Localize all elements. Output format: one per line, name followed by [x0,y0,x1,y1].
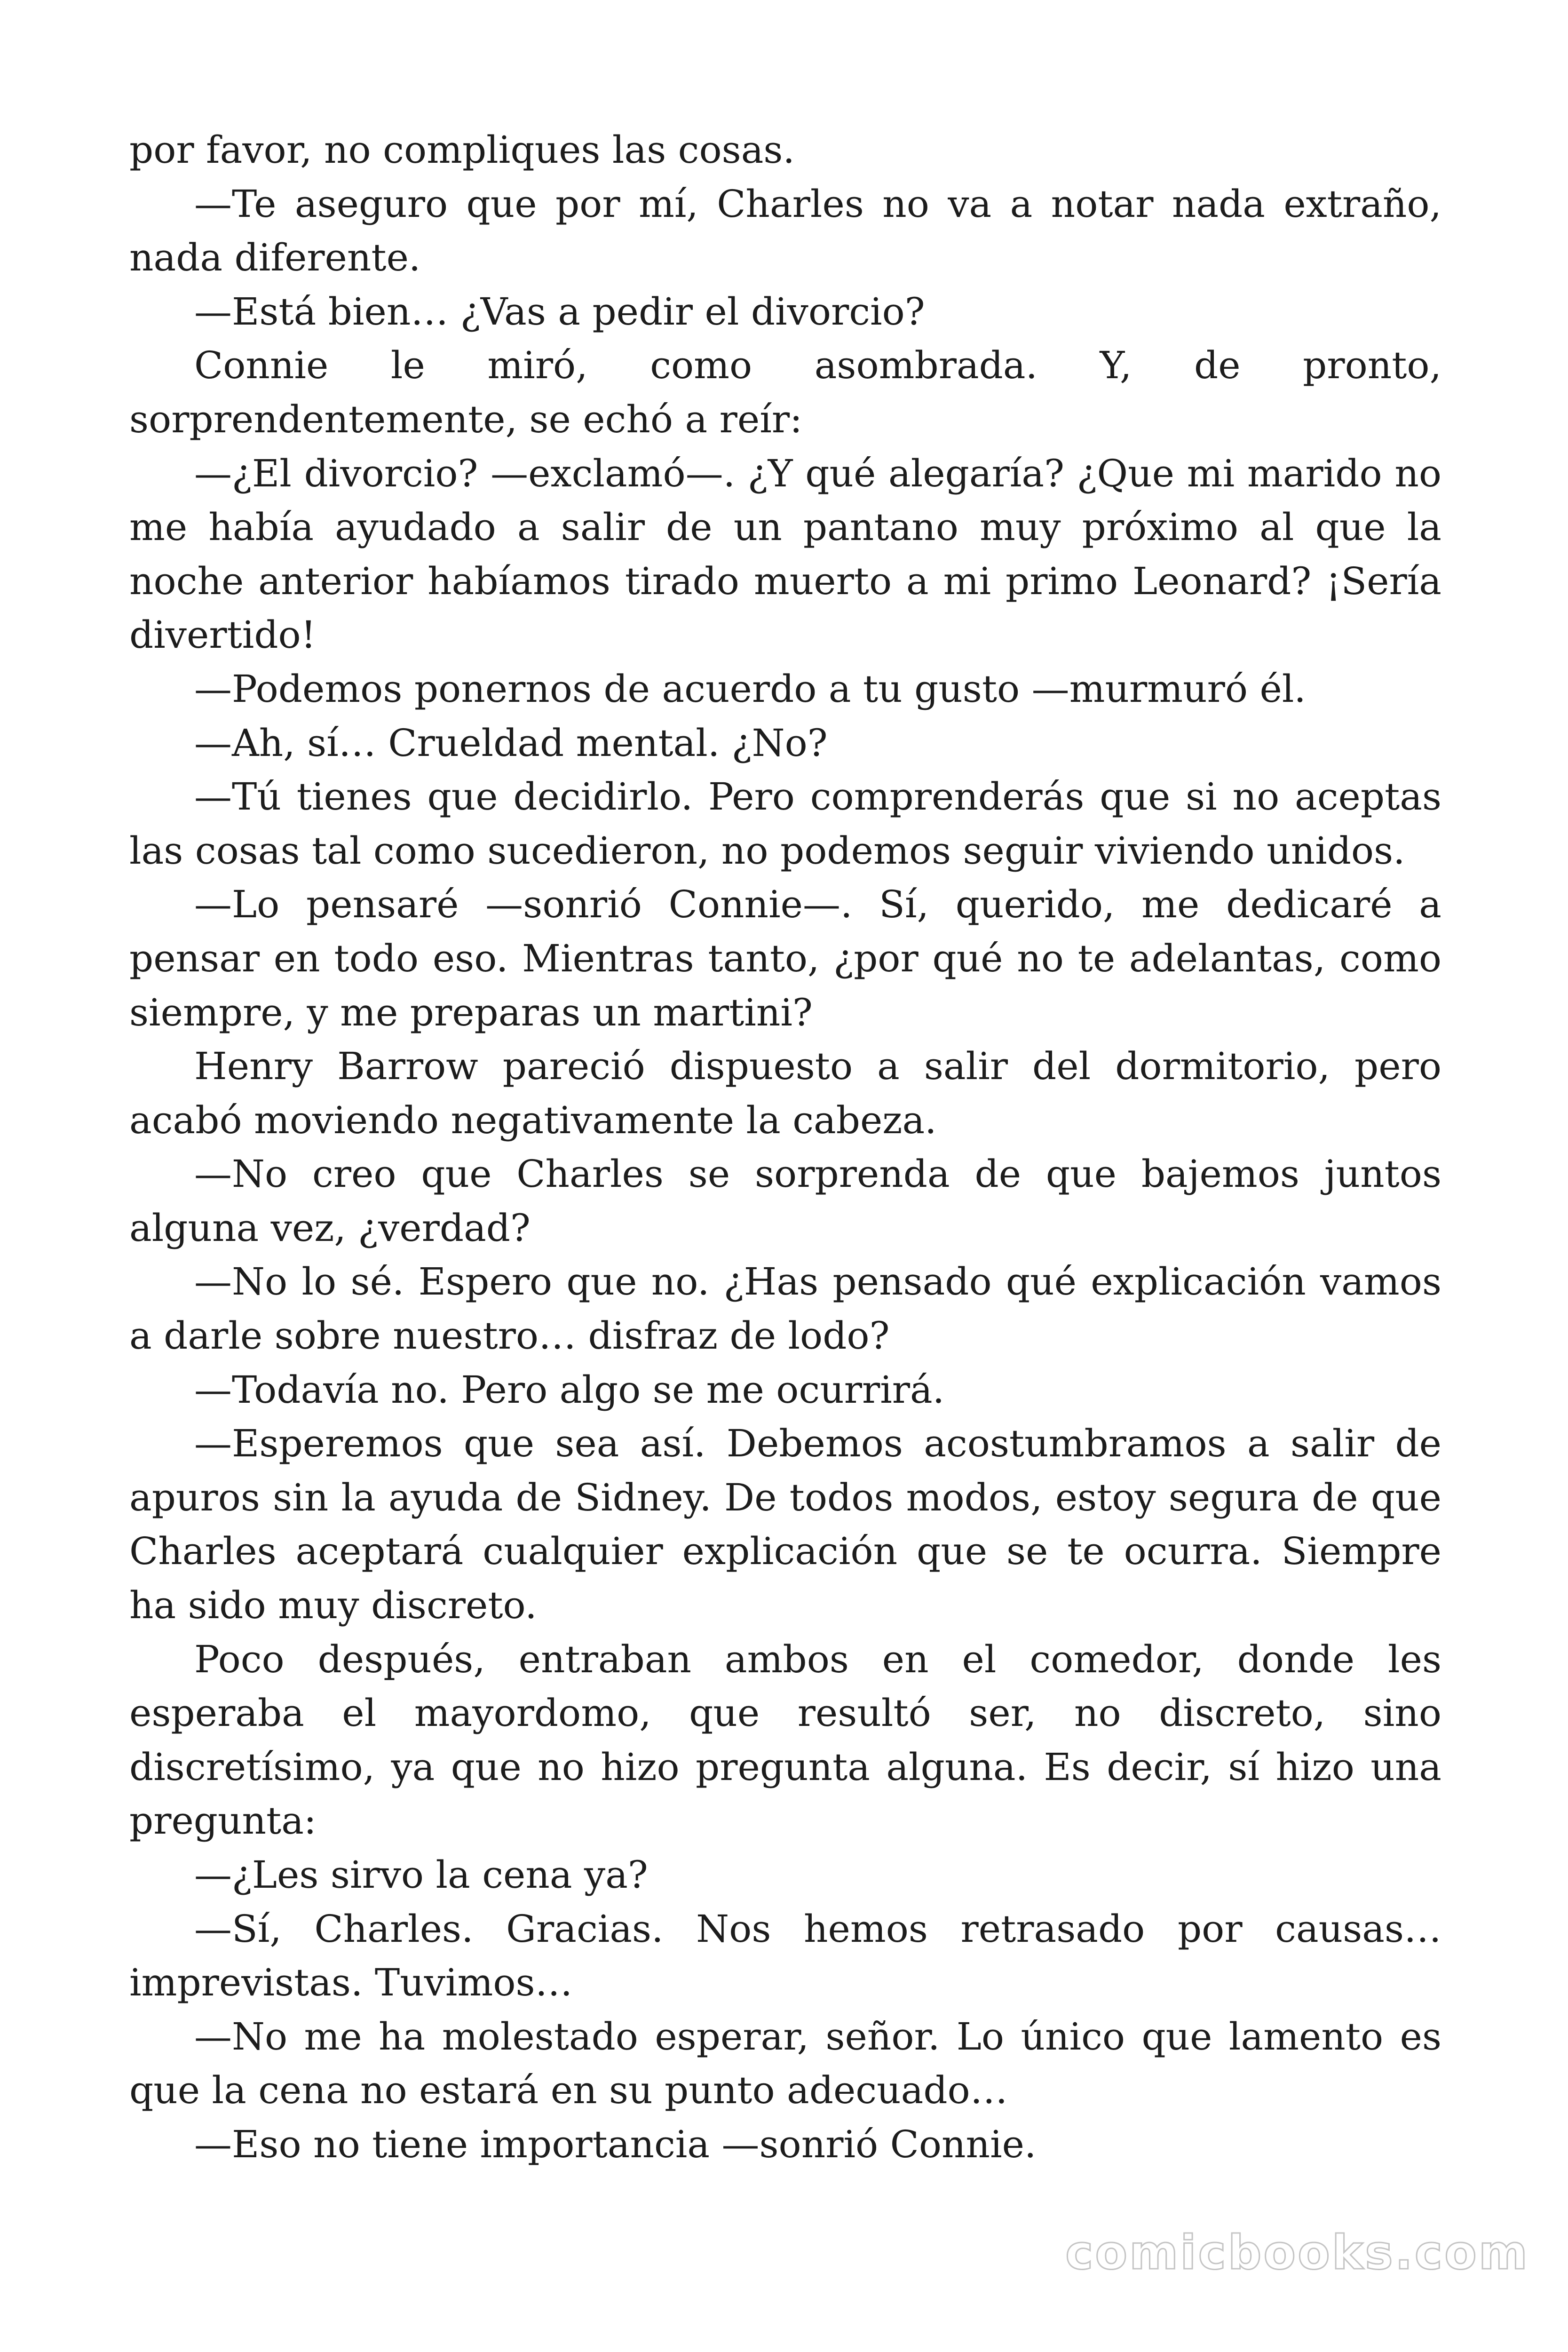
paragraph: —No lo sé. Espero que no. ¿Has pensado qué explicación vamos a darle sobre nuestro… disfraz de lodo? [129,1260,1441,1358]
paragraph: —Tú tienes que decidirlo. Pero comprenderás que si no aceptas las cosas tal como sucedieron, no podemos seguir viviendo unidos. [129,775,1441,873]
paragraph: —Esperemos que sea así. Debemos acostumbramos a salir de apuros sin la ayuda de Sidney. De todos modos, estoy segura de que Charles aceptará cualquier explicación que se te ocurra. Siempre ha sido muy discreto. [129,1422,1441,1628]
watermark: comicbooks.com [1065,2225,1529,2280]
paragraph: —¿El divorcio? —exclamó—. ¿Y qué alegaría? ¿Que mi marido no me había ayudado a salir de un pantano muy próximo al que la noche anterior habíamos tirado muerto a mi primo Leonard? ¡Sería divertido! [129,451,1441,657]
paragraph: —Podemos ponernos de acuerdo a tu gusto —murmuró él. [194,667,1306,711]
paragraph: —No creo que Charles se sorprenda de que bajemos juntos alguna vez, ¿verdad? [129,1152,1441,1250]
paragraph: —Todavía no. Pero algo se me ocurrirá. [194,1367,945,1412]
paragraph: por favor, no compliques las cosas. [129,128,795,172]
paragraph: Poco después, entraban ambos en el comedor, donde les esperaba el mayordomo, que resultó ser, no discreto, sino discretísimo, ya que no hizo pregunta alguna. Es decir, sí hizo una pregunta: [129,1637,1441,1843]
paragraph: —Está bien… ¿Vas a pedir el divorcio? [194,289,925,334]
paragraph: —Ah, sí… Crueldad mental. ¿No? [194,721,828,765]
paragraph: —Eso no tiene importancia —sonrió Connie. [194,2122,1037,2166]
paragraph: —No me ha molestado esperar, señor. Lo único que lamento es que la cena no estará en su punto adecuado… [129,2014,1441,2113]
paragraph: Henry Barrow pareció dispuesto a salir del dormitorio, pero acabó moviendo negativamente la cabeza. [129,1044,1441,1142]
paragraph: —Te aseguro que por mí, Charles no va a notar nada extraño, nada diferente. [129,182,1441,280]
paragraph: Connie le miró, como asombrada. Y, de pronto, sorprendentemente, se echó a reír: [129,343,1441,441]
paragraph: —Lo pensaré —sonrió Connie—. Sí, querido, me dedicaré a pensar en todo eso. Mientras tanto, ¿por qué no te adelantas, como siempre, y me preparas un martini? [129,882,1441,1034]
paragraph: —Sí, Charles. Gracias. Nos hemos retrasado por causas… imprevistas. Tuvimos… [129,1907,1441,2005]
paragraph: —¿Les sirvo la cena ya? [194,1853,648,1897]
text-column [129,123,1441,2172]
